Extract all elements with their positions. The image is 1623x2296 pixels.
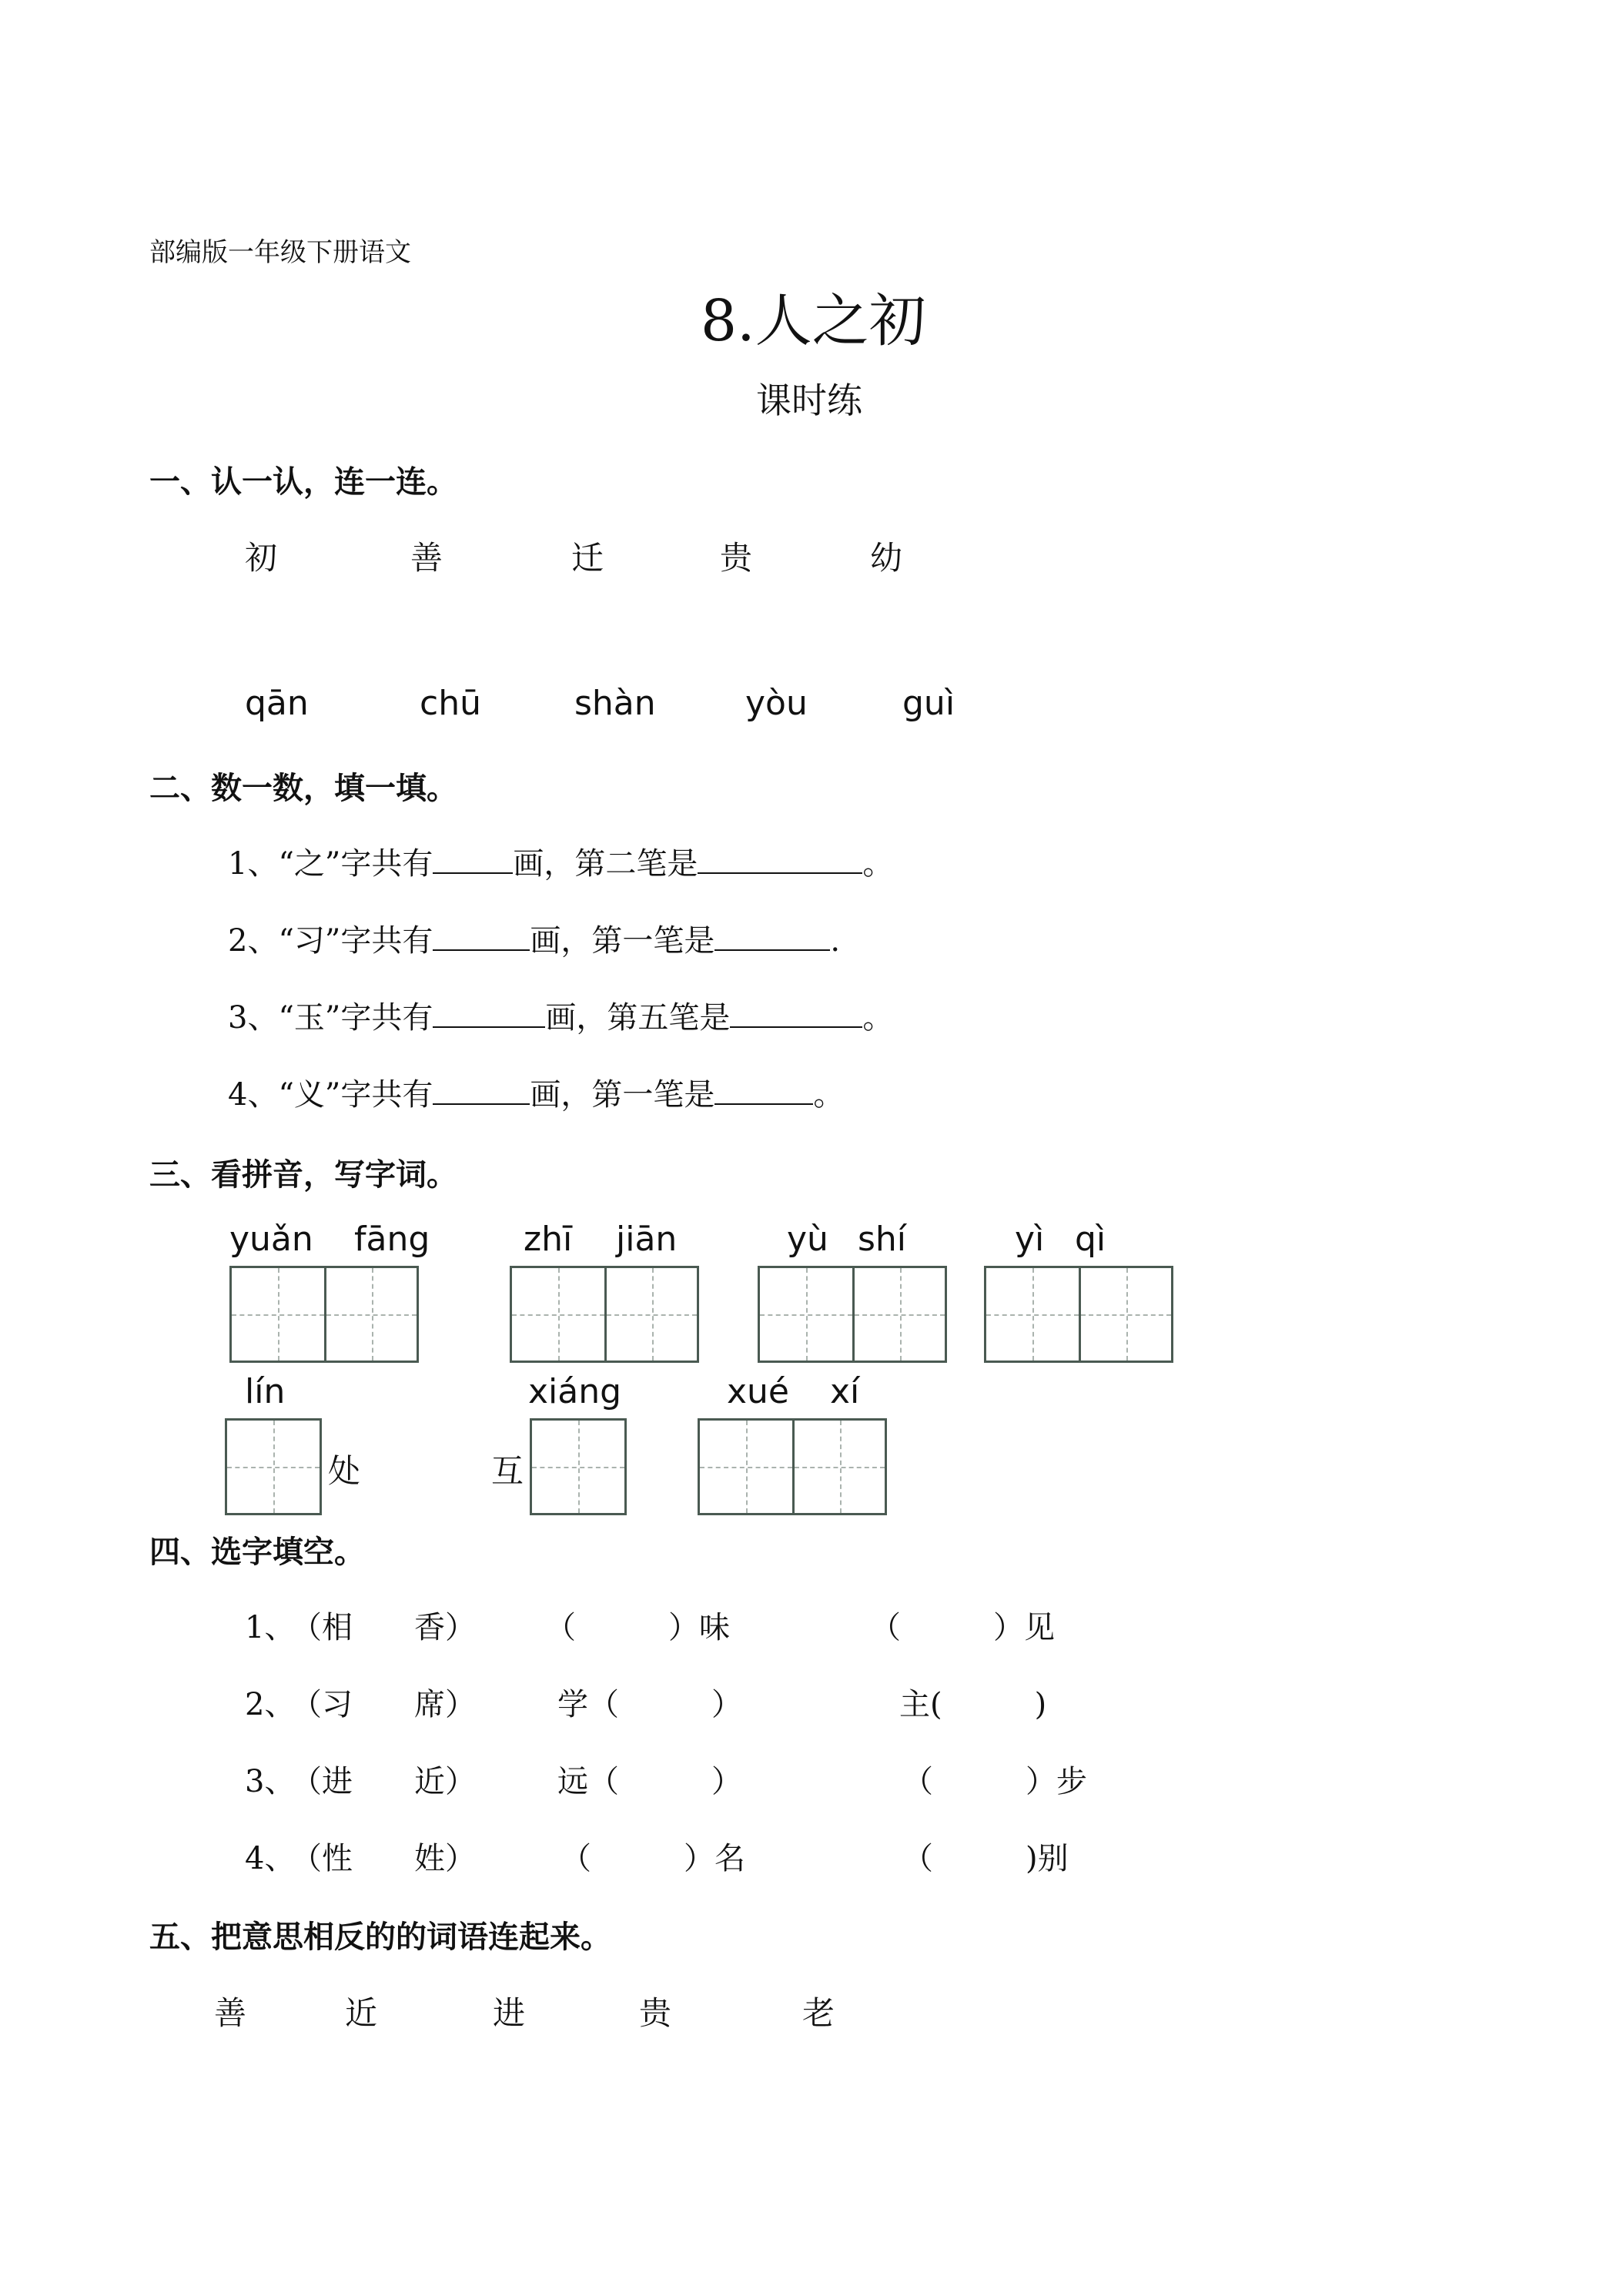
word-pinyin: yì — [1015, 1220, 1045, 1259]
fill-blank[interactable]: （ ）名 — [561, 1841, 745, 1876]
choice-pair: （习 席） — [291, 1687, 476, 1722]
item-number: 1、 — [245, 1610, 296, 1645]
stroke-count-blank[interactable] — [433, 1077, 530, 1105]
item-text: 画，第五笔是 — [545, 1000, 731, 1036]
lesson-type: 课时练 — [756, 380, 862, 421]
item-number: 2、 — [228, 923, 279, 959]
worksheet-subtitle: 部编版一年级下册语文 — [149, 237, 411, 268]
target-char: “义” — [278, 1077, 341, 1113]
writing-cell[interactable] — [700, 1421, 792, 1513]
section5-char: 老 — [802, 1994, 835, 2032]
fill-blank[interactable]: 远（ ） — [557, 1764, 742, 1799]
section1-char: 贵 — [720, 539, 753, 577]
word-pinyin: xí — [830, 1372, 860, 1411]
word-pinyin: lín — [245, 1372, 286, 1411]
fill-blank[interactable]: （ ）步 — [902, 1764, 1087, 1799]
word-pinyin: fāng — [354, 1220, 430, 1259]
writing-cell[interactable] — [512, 1268, 604, 1361]
item-text: 字共有 — [340, 846, 433, 882]
item-text: . — [830, 923, 841, 959]
item-number: 2、 — [245, 1687, 296, 1722]
writing-grid[interactable] — [984, 1266, 1173, 1363]
stroke-question-row — [228, 993, 893, 1037]
item-text: 。 — [813, 1077, 845, 1113]
item-number: 1、 — [228, 846, 279, 882]
stroke-name-blank[interactable] — [714, 923, 830, 951]
word-pinyin: yuǎn — [229, 1220, 313, 1259]
item-number: 3、 — [245, 1764, 296, 1799]
writing-cell[interactable] — [852, 1268, 945, 1361]
writing-cell[interactable] — [532, 1421, 624, 1513]
item-text: 字共有 — [340, 1077, 433, 1113]
fill-blank[interactable]: 主( ) — [899, 1687, 1047, 1722]
section1-char: 幼 — [870, 539, 903, 577]
word-pinyin: xiáng — [528, 1372, 622, 1411]
fill-blank[interactable]: （ ）味 — [545, 1610, 730, 1645]
fill-blank[interactable]: 学（ ） — [557, 1687, 742, 1722]
section1-pinyin: qān — [245, 684, 309, 723]
word-pinyin: xué — [727, 1372, 789, 1411]
fill-blank[interactable]: （ ）见 — [870, 1610, 1055, 1645]
writing-cell[interactable] — [792, 1421, 885, 1513]
stroke-name-blank[interactable] — [714, 1077, 813, 1105]
section3-heading: 三、看拼音，写字词。 — [149, 1156, 457, 1193]
fill-blank[interactable]: （ )别 — [902, 1841, 1069, 1876]
item-text: 画，第二笔是 — [513, 846, 698, 882]
item-text: 字共有 — [340, 1000, 433, 1036]
word-pinyin: zhī — [524, 1220, 573, 1259]
section1-char: 迁 — [571, 539, 604, 577]
section1-heading: 一、认一认，连一连。 — [149, 464, 457, 500]
writing-grid[interactable] — [229, 1266, 419, 1363]
given-char: 处 — [328, 1452, 361, 1490]
writing-cell[interactable] — [760, 1268, 852, 1361]
section1-pinyin: shàn — [574, 684, 656, 723]
writing-grid[interactable] — [530, 1418, 627, 1515]
page-title: 8.人之初 — [701, 288, 926, 354]
item-number: 4、 — [245, 1841, 296, 1876]
word-pinyin: jiān — [616, 1220, 678, 1259]
word-pinyin: yù — [787, 1220, 828, 1259]
section2-heading: 二、数一数，填一填。 — [149, 770, 457, 806]
choice-pair: （相 香） — [291, 1610, 476, 1645]
section1-pinyin: chū — [420, 684, 481, 723]
section1-pinyin: yòu — [745, 684, 808, 723]
word-pinyin: qì — [1075, 1220, 1106, 1259]
item-text: 字共有 — [340, 923, 433, 959]
choice-pair: （进 近） — [291, 1764, 476, 1799]
item-number: 4、 — [228, 1077, 279, 1113]
section1-pinyin: guì — [902, 684, 955, 723]
section1-char: 初 — [245, 539, 278, 577]
writing-grid[interactable] — [510, 1266, 699, 1363]
stroke-count-blank[interactable] — [433, 1000, 545, 1028]
writing-grid[interactable] — [758, 1266, 947, 1363]
section5-char: 近 — [345, 1994, 378, 2032]
choice-pair: （性 姓） — [291, 1841, 476, 1876]
writing-grid[interactable] — [698, 1418, 887, 1515]
given-char: 互 — [491, 1452, 524, 1490]
section1-char: 善 — [410, 539, 443, 577]
section5-char: 善 — [214, 1994, 247, 2032]
writing-cell[interactable] — [227, 1421, 320, 1513]
word-pinyin: shí — [858, 1220, 907, 1259]
item-text: 画，第一笔是 — [530, 923, 715, 959]
writing-cell[interactable] — [986, 1268, 1079, 1361]
writing-cell[interactable] — [1079, 1268, 1171, 1361]
item-number: 3、 — [228, 1000, 279, 1036]
section5-char: 贵 — [639, 1994, 672, 2032]
target-char: “习” — [278, 923, 341, 959]
item-text: 。 — [862, 1000, 894, 1036]
writing-cell[interactable] — [324, 1268, 417, 1361]
item-text: 画，第一笔是 — [530, 1077, 715, 1113]
stroke-question-row — [228, 1070, 844, 1114]
section5-heading: 五、把意思相反的的词语连起来。 — [149, 1919, 611, 1955]
writing-cell[interactable] — [604, 1268, 697, 1361]
target-char: “之” — [278, 846, 341, 882]
writing-grid[interactable] — [225, 1418, 322, 1515]
stroke-name-blank[interactable] — [730, 1000, 862, 1028]
target-char: “玉” — [278, 1000, 341, 1036]
writing-cell[interactable] — [232, 1268, 324, 1361]
section5-char: 进 — [493, 1994, 526, 2032]
stroke-question-row — [228, 916, 840, 960]
stroke-name-blank[interactable] — [698, 846, 862, 874]
stroke-question-row — [228, 839, 893, 883]
section4-heading: 四、选字填空。 — [149, 1534, 365, 1570]
stroke-count-blank[interactable] — [433, 846, 513, 874]
stroke-count-blank[interactable] — [433, 923, 530, 951]
item-text: 。 — [862, 846, 894, 882]
